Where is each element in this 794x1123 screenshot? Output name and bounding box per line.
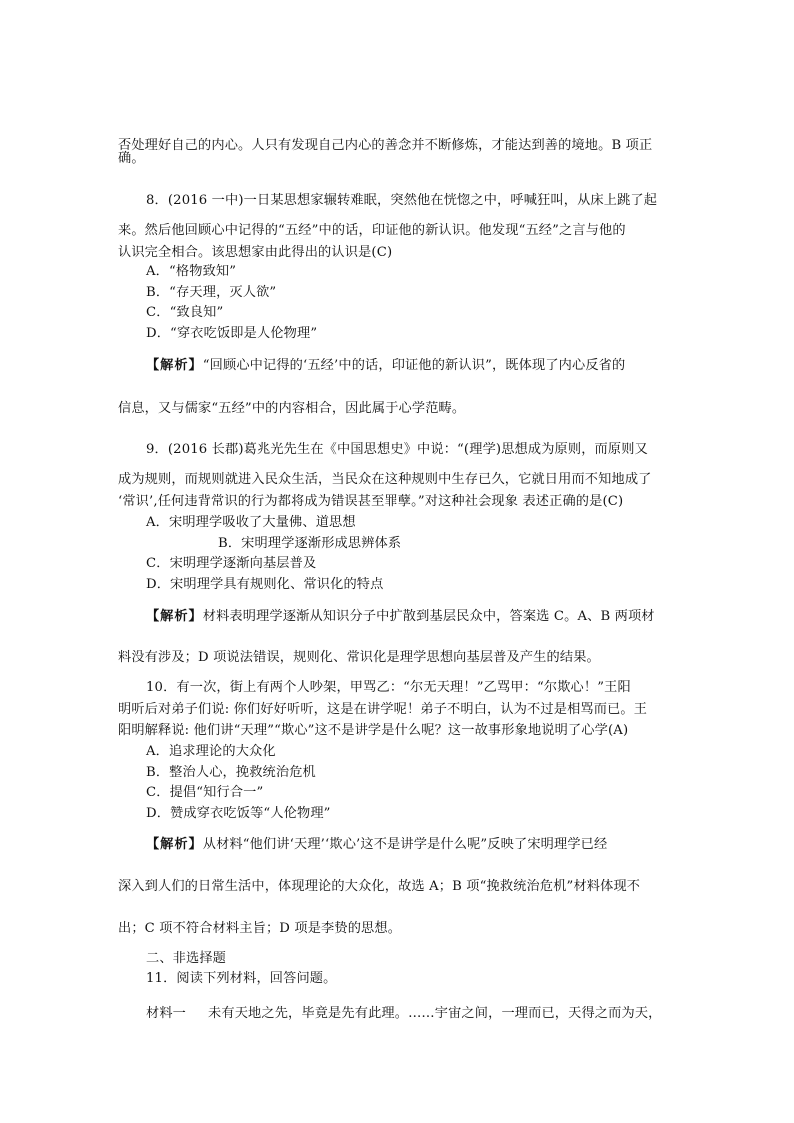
q10-analysis-line-1 xyxy=(146,836,607,854)
q9-analysis-tag: 【解析】 xyxy=(146,609,203,624)
q8-option-c: C．“致良知” xyxy=(146,305,224,320)
q9-stem-line-3: ‘常识’,任何违背常识的行为都将成为错误甚至罪孽。”对这种社会现象 表述正确的是(C) xyxy=(118,494,624,509)
prev-analysis-line-1: 否处理好自己的内心。人只有发现自己内心的善念并不断修炼，才能达到善的境地。B 项正 xyxy=(118,138,653,153)
section-2-title: 二、非选择题 xyxy=(146,951,227,966)
q8-option-d: D．“穿衣吃饭即是人伦物理” xyxy=(146,326,318,341)
q9-stem-line-2: 成为规则，而规则就进入民众生活，当民众在这种规则中生存已久，它就日用而不知地成了 xyxy=(118,472,652,487)
q8-stem-line-1: 8．(2016 一中)一日某思想家辗转难眠，突然他在恍惚之中，呼喊狂叫，从床上跳了起 xyxy=(146,193,658,208)
q8-stem-line-2: 来。然后他回顾心中记得的“五经”中的话，印证他的新认识。他发现“五经”之言与他的 xyxy=(118,223,626,238)
q10-stem-line-1: 10．有一次，街上有两个人吵架，甲骂乙：“尔无天理！”乙骂甲：“尔欺心！”王阳 xyxy=(146,680,631,695)
q10-option-a: A．追求理论的大众化 xyxy=(146,744,276,759)
q9-analysis-text: 材料表明理学逐渐从知识分子中扩散到基层民众中，答案选 C。A、B 两项材 xyxy=(202,609,655,624)
q11-material-1-line xyxy=(146,1005,662,1023)
material-1-label: 材料一 xyxy=(146,1006,187,1021)
q9-option-b: B．宋明理学逐渐形成思辨体系 xyxy=(218,536,402,551)
material-1-text: 未有天地之先，毕竟是先有此理。……宇宙之间，一理而已，天得之而为天， xyxy=(208,1006,662,1021)
q10-stem-line-2: 明听后对弟子们说: 你们好好听听，这是在讲学呢！弟子不明白，认为不过是相骂而已。王 xyxy=(118,702,648,717)
q10-option-d: D．赞成穿衣吃饭等“人伦物理” xyxy=(146,806,331,821)
q8-analysis-line-1 xyxy=(146,357,625,375)
q10-analysis-line-3: 出；C 项不符合材料主旨；D 项是李贽的思想。 xyxy=(118,921,402,936)
q11-stem: 11．阅读下列材料，回答问题。 xyxy=(146,971,337,986)
q10-analysis-tag: 【解析】 xyxy=(146,837,203,852)
q10-analysis-line-2: 深入到人们的日常生活中，体现理论的大众化，故选 A；B 项“挽救统治危机”材料体现不 xyxy=(118,879,641,894)
q8-option-b: B．“存天理，灭人欲” xyxy=(146,285,277,300)
q10-option-c: C．提倡“知行合一” xyxy=(146,785,264,800)
q10-analysis-text: 从材料“他们讲‘天理’‘欺心’这不是讲学是什么呢”反映了宋明理学已经 xyxy=(202,837,608,852)
q10-stem-line-3: 阳明解释说: 他们讲“天理”“欺心”这不是讲学是什么呢？这一故事形象地说明了心学(A) xyxy=(118,723,629,738)
q10-option-b: B．整治人心，挽救统治危机 xyxy=(146,765,316,780)
q8-stem-line-3: 认识完全相合。该思想家由此得出的认识是(C) xyxy=(118,245,393,260)
q8-analysis-text: “回顾心中记得的‘五经’中的话，印证他的新认识”，既体现了内心反省的 xyxy=(202,358,626,373)
q9-analysis-line-2: 料没有涉及；D 项说法错误，规则化、常识化是理学思想向基层普及产生的结果。 xyxy=(118,650,600,665)
q9-analysis-line-1 xyxy=(146,608,655,626)
q8-option-a: A．“格物致知” xyxy=(146,264,237,279)
q9-stem-line-1: 9．(2016 长郡)葛兆光先生在《中国思想史》中说：“(理学)思想成为原则，而原则又 xyxy=(146,442,648,457)
q8-analysis-line-2: 信息，又与儒家“五经”中的内容相合，因此属于心学范畴。 xyxy=(118,401,466,416)
q9-option-d: D．宋明理学具有规则化、常识化的特点 xyxy=(146,577,384,592)
q9-option-a: A．宋明理学吸收了大量佛、道思想 xyxy=(146,515,356,530)
prev-analysis-line-2: 确。 xyxy=(118,151,145,166)
q8-analysis-tag: 【解析】 xyxy=(146,358,203,373)
q9-option-c: C．宋明理学逐渐向基层普及 xyxy=(146,556,317,571)
